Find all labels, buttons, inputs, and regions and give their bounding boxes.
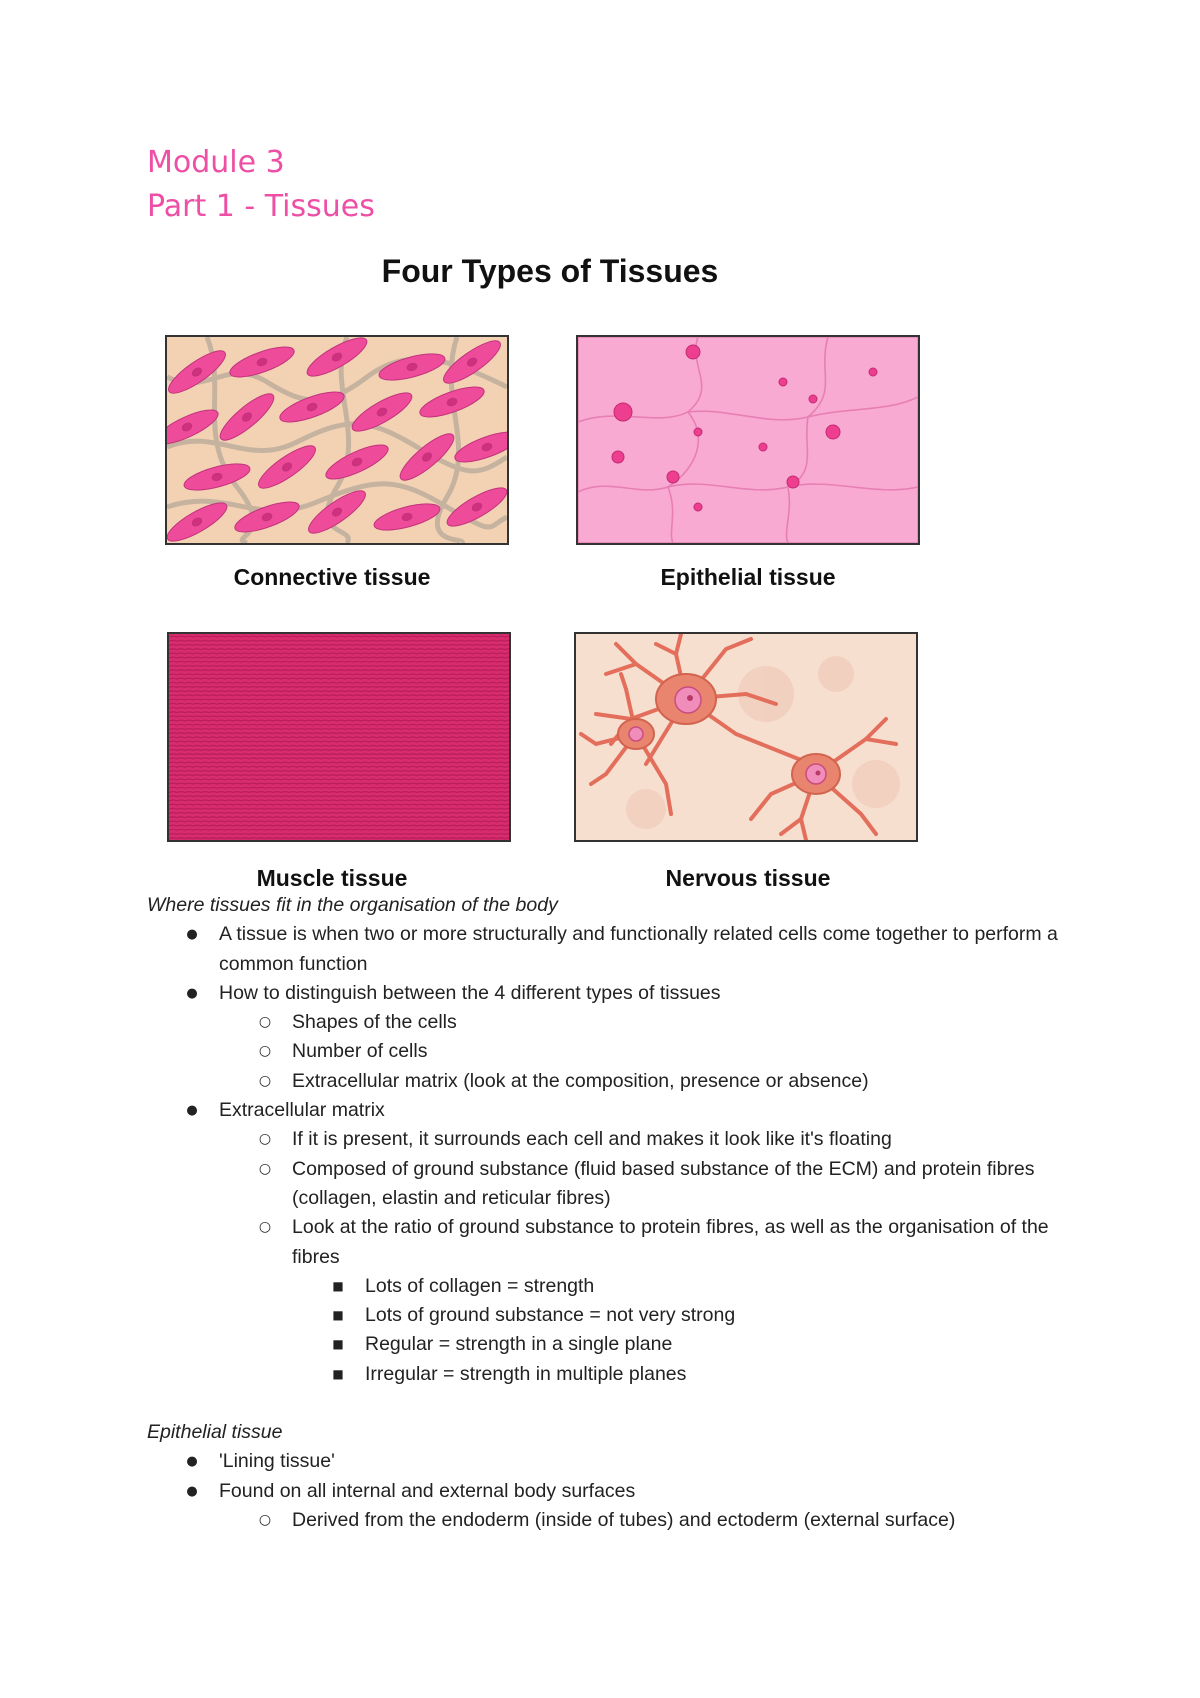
muscle-fibre-line [169,716,509,717]
epithelial-nucleus [869,368,877,376]
muscle-fibre-line [169,687,509,688]
muscle-fibre-line [169,800,509,801]
list-item: ■ Regular = strength in a single plane [147,1330,1087,1359]
module-heading: Module 3 [147,145,285,180]
muscle-fibre-line [169,750,509,751]
muscle-fibre-line [169,733,509,734]
list-item: ■ Lots of ground substance = not very strong [147,1301,1087,1330]
epithelial-nucleus [694,428,702,436]
connective-tissue-image [165,335,509,545]
muscle-fibre-line [169,708,509,709]
square-bullet-icon: ■ [332,1337,344,1352]
epithelial-nucleus [779,378,787,386]
list-item: ○ If it is present, it surrounds each cell and makes it look like it's floating [147,1125,1087,1154]
list-item: ● Extracellular matrix [147,1096,1087,1125]
list-item: ○ Shapes of the cells [147,1008,1087,1037]
part-heading: Part 1 - Tissues [147,189,375,224]
list-item: ■ Lots of collagen = strength [147,1272,1087,1301]
muscle-tissue-label: Muscle tissue [256,865,408,891]
muscle-fibre-line [169,703,509,704]
list-item: ○ Composed of ground substance (fluid based substance of the ECM) and protein fibres (collagen, elastin and reticular fibres) [147,1155,1087,1214]
square-bullet-icon: ■ [332,1366,344,1381]
muscle-fibre-line [169,829,509,830]
bullet-icon: ● [186,985,198,1001]
list-item: ● 'Lining tissue' [147,1447,1087,1476]
list-item: ○ Look at the ratio of ground substance to protein fibres, as well as the organisation of the fibres [147,1213,1087,1272]
list-item: ■ Irregular = strength in multiple planes [147,1360,1087,1389]
connective-tissue-label: Connective tissue [233,564,431,590]
nervous-tissue-image [574,632,918,842]
muscle-fibre-line [169,682,509,683]
muscle-fibre-line [169,834,509,835]
muscle-fibre-line [169,745,509,746]
muscle-fibre-line [169,766,509,767]
muscle-fibre-line [169,699,509,700]
muscle-fibre-line [169,792,509,793]
list-item: ● Found on all internal and external body surfaces [147,1477,1087,1506]
list-item: ○ Number of cells [147,1037,1087,1066]
epithelial-nucleus [826,425,840,439]
muscle-fibre-line [169,813,509,814]
muscle-fibre-line [169,838,509,839]
epithelial-nucleus [694,503,702,511]
notes-section-organisation [147,891,1087,1389]
bullet-list [147,1447,1087,1535]
epithelial-nucleus [759,443,767,451]
muscle-fibre-line [169,720,509,721]
notes-section-epithelial [147,1418,1087,1535]
muscle-fibre-line [169,762,509,763]
bullet-icon: ● [186,1483,198,1499]
epithelial-nucleus [667,471,679,483]
epithelial-nucleus [686,345,700,359]
bullet-list [147,920,1087,1389]
muscle-fibre-line [169,754,509,755]
section-title: Epithelial tissue [147,1421,283,1443]
muscle-fibre-line [169,825,509,826]
muscle-fibre-line [169,670,509,671]
muscle-fibre-line [169,712,509,713]
muscle-fibre-line [169,741,509,742]
list-item: ● A tissue is when two or more structurally and functionally related cells come together to perform a common function [147,920,1087,979]
muscle-fibre-line [169,691,509,692]
muscle-fibre-line [169,636,509,637]
muscle-fibre-line [169,657,509,658]
muscle-fibre-line [169,645,509,646]
epithelial-nucleus [787,476,799,488]
muscle-fibre-line [169,649,509,650]
bullet-icon: ● [186,927,198,943]
muscle-tissue-image [167,632,511,842]
muscle-fibre-line [169,678,509,679]
muscle-fibre-line [169,666,509,667]
epithelial-tissue-label: Epithelial tissue [660,564,836,590]
hollow-bullet-icon: ○ [258,1072,272,1089]
section-title: Where tissues fit in the organisation of the body [147,894,558,916]
epithelial-nucleus [614,403,632,421]
bullet-icon: ● [186,1103,198,1119]
muscle-fibre-line [169,796,509,797]
muscle-fibre-line [169,653,509,654]
epithelial-nucleus [612,451,624,463]
muscle-fibre-line [169,661,509,662]
muscle-fibre-line [169,737,509,738]
list-item: ● How to distinguish between the 4 different types of tissues [147,979,1087,1008]
muscle-fibre-line [169,729,509,730]
muscle-fibre-line [169,695,509,696]
figure-title: Four Types of Tissues [381,253,719,289]
epithelial-nucleus [809,395,817,403]
muscle-fibre-line [169,783,509,784]
muscle-fibre-line [169,804,509,805]
hollow-bullet-icon: ○ [258,1043,272,1060]
square-bullet-icon: ■ [332,1308,344,1323]
epithelial-tissue-image [576,335,920,545]
muscle-fibre-line [169,758,509,759]
hollow-bullet-icon: ○ [258,1014,272,1031]
list-item: ○ Extracellular matrix (look at the composition, presence or absence) [147,1067,1087,1096]
hollow-bullet-icon: ○ [258,1511,272,1528]
muscle-fibre-line [169,817,509,818]
muscle-fibre-line [169,821,509,822]
nervous-tissue-label: Nervous tissue [665,865,831,891]
muscle-fibre-line [169,674,509,675]
muscle-fibre-line [169,779,509,780]
muscle-fibre-line [169,724,509,725]
list-item: ○ Derived from the endoderm (inside of tubes) and ectoderm (external surface) [147,1506,1087,1535]
muscle-fibre-line [169,771,509,772]
muscle-fibre-line [169,775,509,776]
hollow-bullet-icon: ○ [258,1160,272,1177]
muscle-fibre-line [169,808,509,809]
square-bullet-icon: ■ [332,1278,344,1293]
bullet-icon: ● [186,1454,198,1470]
muscle-fibre-line [169,640,509,641]
muscle-fibre-line [169,787,509,788]
hollow-bullet-icon: ○ [258,1131,272,1148]
hollow-bullet-icon: ○ [258,1219,272,1236]
